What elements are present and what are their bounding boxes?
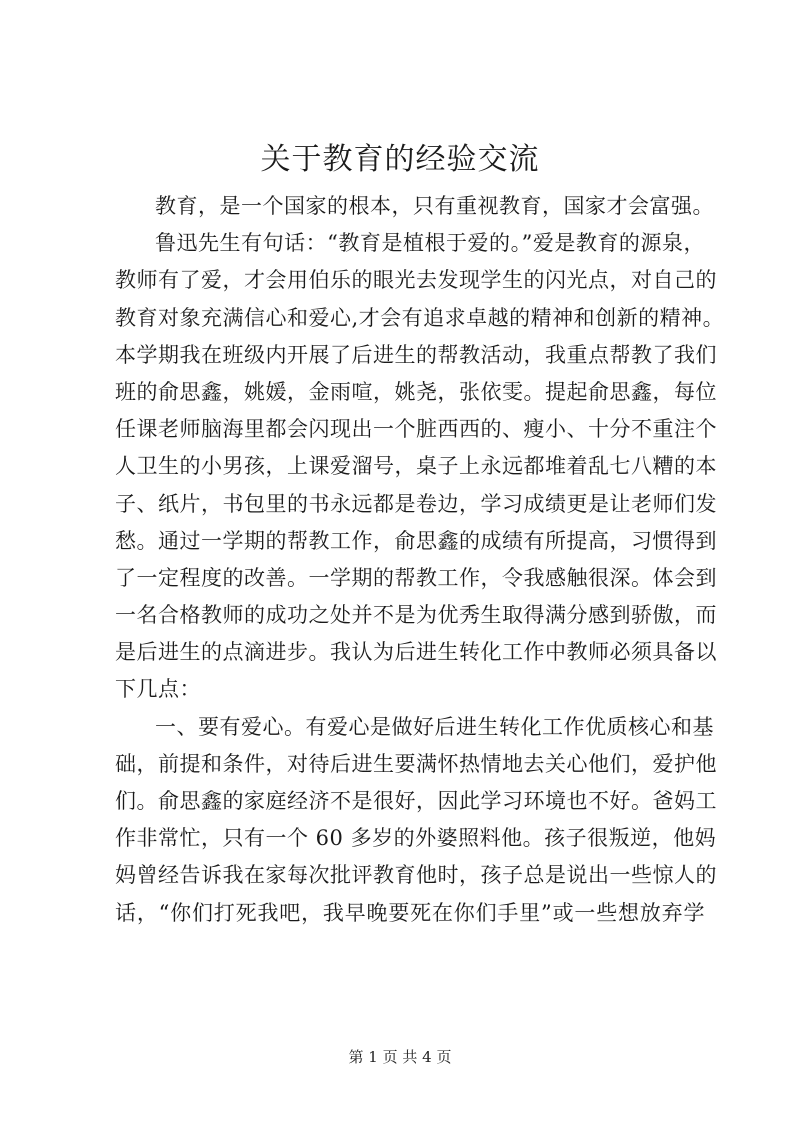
document-title: 关于教育的经验交流 <box>260 142 540 177</box>
document-body <box>115 188 725 932</box>
text-line: 人卫生的小男孩，上课爱溜号，桌子上永远都堆着乱七八糟的本 <box>115 454 717 479</box>
text-line: 是后进生的点滴进步。我认为后进生转化工作中教师必须具备以 <box>115 640 717 665</box>
text-line: 鲁迅先生有句话：“教育是植根于爱的。”爱是教育的源泉， <box>155 231 705 256</box>
text-line: 教育，是一个国家的根本，只有重视教育，国家才会富强。 <box>155 194 714 218</box>
text-line: 们。俞思鑫的家庭经济不是很好，因此学习环境也不好。爸妈工 <box>115 789 717 813</box>
text-line: 班的俞思鑫，姚媛，金雨喧，姚尧，张依雯。提起俞思鑫，每位 <box>115 379 717 404</box>
text-line: 了一定程度的改善。一学期的帮教工作，令我感触很深。体会到 <box>115 565 717 590</box>
text-line: 本学期我在班级内开展了后进生的帮教活动，我重点帮教了我们 <box>115 342 717 367</box>
text-line: 愁。通过一学期的帮教工作，俞思鑫的成绩有所提高，习惯得到 <box>115 528 717 553</box>
text-line: 础，前提和条件，对待后进生要满怀热情地去关心他们，爱护他 <box>115 751 717 776</box>
text-line: 子、纸片，书包里的书永远都是卷边，学习成绩更是让老师们发 <box>115 491 717 516</box>
text-line: 作非常忙，只有一个 60 多岁的外婆照料他。孩子很叛逆，他妈 <box>115 826 717 851</box>
text-line: 一名合格教师的成功之处并不是为优秀生取得满分感到骄傲，而 <box>115 603 717 628</box>
text-line: 教师有了爱，才会用伯乐的眼光去发现学生的闪光点，对自己的 <box>115 268 717 293</box>
page-footer: 第 1 页 共 4 页 <box>348 1048 452 1066</box>
text-line: 教育对象充满信心和爱心,才会有追求卓越的精神和创新的精神。 <box>115 305 725 330</box>
text-line: 话，“你们打死我吧，我早晚要死在你们手里”或一些想放弃学 <box>115 900 705 925</box>
text-line: 一、要有爱心。有爱心是做好后进生转化工作优质核心和基 <box>155 714 714 739</box>
text-line: 妈曾经告诉我在家每次批评教育他时，孩子总是说出一些惊人的 <box>115 863 717 888</box>
text-line: 任课老师脑海里都会闪现出一个脏西西的、瘦小、十分不重注个 <box>115 417 717 442</box>
text-line: 下几点： <box>115 677 201 702</box>
